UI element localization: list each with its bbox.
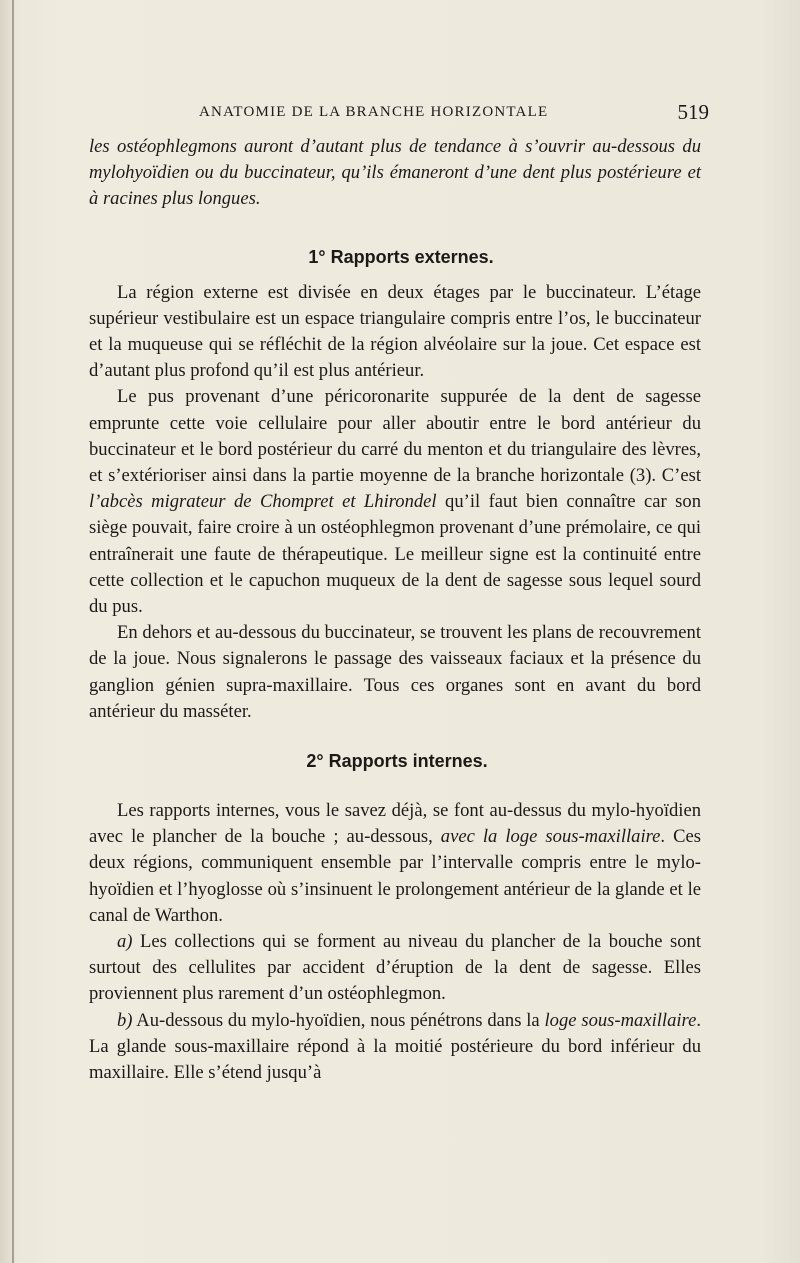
- emphasis-loge: avec la loge sous-maxillaire: [440, 826, 661, 848]
- paragraph-text: . Ces deux régions, communiquent ensemble par l’intervalle compris entre le mylo-hyoïdien et l’hyoglosse où s’insinuent le prolongement antérieur de la glande et le canal de Warthon.: [89, 826, 701, 926]
- paragraph-text: Les rapports internes, vous le savez déjà, se font au-dessus du mylo-hyoïdien avec le plancher de la bouche ; au-dessous,: [89, 800, 701, 848]
- paragraph-external-1: La région externe est divisée en deux étages par le buccinateur. L’étage supérieur vestibulaire est un espace triangulaire compris entre l’os, le buccinateur et la muqueuse qui se réfléchit de la région alvéolaire sur la joue. Cet espace est d’autant plus profond qu’il est plus antérieur.: [89, 281, 701, 382]
- running-head: [89, 100, 709, 134]
- list-label-a: a): [117, 931, 133, 953]
- paragraph-internal-b: [89, 1008, 701, 1087]
- page-content: [89, 100, 709, 1086]
- paragraph-text: . La glande sous-maxillaire répond à la moitié postérieure du bord inférieur du maxillaire. Elle s’étend jusqu’à: [89, 1009, 701, 1084]
- running-title: ANATOMIE DE LA BRANCHE HORIZONTALE: [199, 104, 549, 120]
- paragraph-internal-a: [89, 929, 701, 1008]
- paragraph-external-3: En dehors et au-dessous du buccinateur, se trouvent les plans de recouvrement de la joue. Nous signalerons le passage des vaisseaux faciaux et la présence du ganglion génien supra-maxillaire. Tous ces organes sont en avant du bord antérieur du masséter.: [89, 622, 701, 722]
- intro-paragraph: les ostéophlegmons auront d’autant plus de tendance à s’ouvrir au-dessous du mylohyoïdien ou du buccinateur, qu’ils émaneront d’une dent plus postérieure et à racines plus longues.: [89, 136, 701, 210]
- emphasis-abces-migrateur: l’abcès migrateur de Chompret et Lhirondel: [89, 491, 437, 513]
- list-label-b: b): [117, 1009, 133, 1031]
- emphasis-loge-b: loge sous-maxillaire: [544, 1009, 697, 1031]
- paragraph-internal-1: [89, 798, 701, 929]
- paragraph-external-2: [89, 384, 701, 620]
- paragraph-text: Les collections qui se forment au niveau du plancher de la bouche sont surtout des cellulites par accident d’éruption de la dent de sagesse. Elles proviennent plus rarement d’un ostéophlegmon.: [89, 931, 701, 1005]
- paragraph-text: Au-dessous du mylo-hyoïdien, nous pénétrons dans la: [132, 1009, 545, 1031]
- binding-edge: [12, 0, 14, 1263]
- section-heading-external: 1° Rapports externes.: [308, 246, 494, 267]
- paragraph-text: Le pus provenant d’une péricoronarite suppurée de la dent de sagesse emprunte cette voie cellulaire pour aller aboutir entre le bord antérieur du buccinateur et le bord postérieur du carré du menton et du triangulaire des lèvres, et s’extérioriser ainsi dans la partie moyenne de la branche horizontale (3). C’est: [89, 386, 701, 487]
- paragraph-text: qu’il faut bien connaître car son siège pouvait, faire croire à un ostéophlegmon provenant d’une prémolaire, ce qui entraînerait une faute de thérapeutique. Le meilleur signe est la continuité entre cette collection et le capuchon muqueux de la dent de sagesse sous lequel sourd du pus.: [89, 491, 701, 618]
- section-heading-internal: 2° Rapports internes.: [306, 751, 488, 772]
- page-number: 519: [677, 100, 709, 124]
